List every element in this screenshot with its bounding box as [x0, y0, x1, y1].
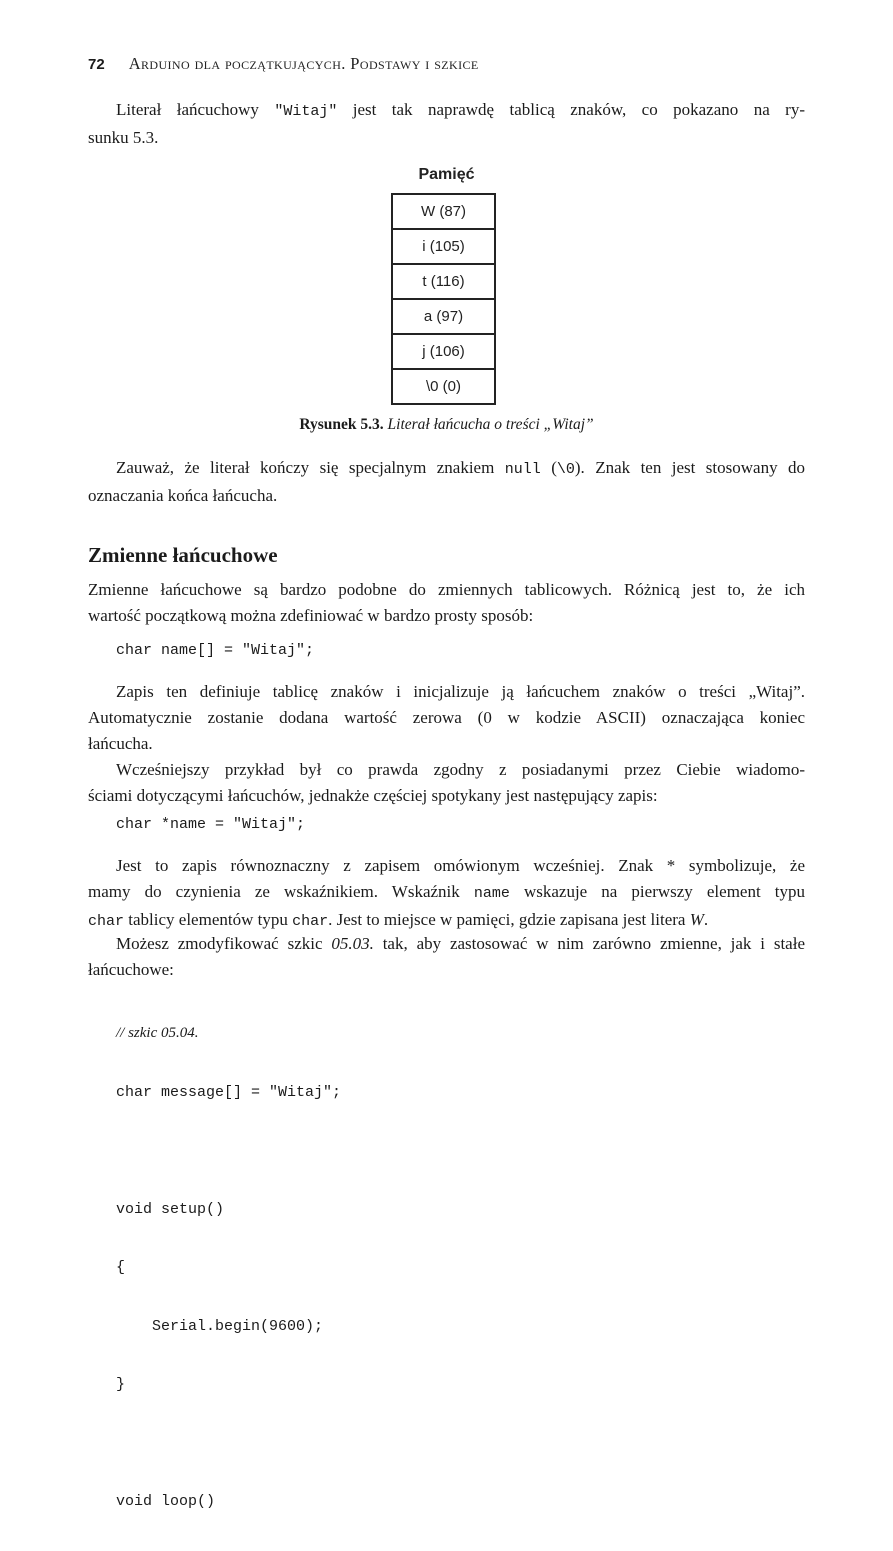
text-run: [116, 1142, 125, 1159]
text-run: {: [116, 1259, 126, 1276]
text-run: Zmienne łańcuchowe są bardzo podobne do zmiennych tablicowych. Różnicą jest to, że ich: [88, 580, 805, 599]
memory-cell: a (97): [393, 300, 494, 335]
text-run: void loop(): [116, 1493, 216, 1510]
text-run: jest tak naprawdę tablicą znaków, co pokazano na ry-: [337, 100, 805, 119]
text-line: [88, 679, 805, 705]
paragraph-array-init: [88, 679, 805, 757]
text-run: void setup(): [116, 1200, 225, 1218]
code-line: [116, 1258, 756, 1278]
text-run: \0: [556, 461, 575, 478]
text-line: [88, 483, 805, 509]
text-run: Zauważ, że literał kończy się specjalnym znakiem: [116, 458, 505, 477]
page-number: 72: [88, 56, 105, 73]
text-run: char message[] = "Witaj";: [116, 1083, 342, 1101]
code-line: [116, 1492, 756, 1512]
text-run: . Jest to miejsce w pamięci, gdzie zapisana jest litera: [328, 910, 690, 929]
text-line: [88, 757, 805, 783]
text-run: łańcuchowe:: [88, 960, 174, 979]
memory-cell: j (106): [393, 335, 494, 370]
intro-paragraph: [88, 97, 805, 151]
text-run: ). Znak ten jest stosowany do: [574, 458, 805, 477]
text-run: tak, aby zastosować w nim zarówno zmienne, jak i stałe: [373, 934, 805, 953]
text-run: wartość początkową można zdefiniować w bardzo prosty sposób:: [88, 606, 534, 625]
section-heading: Zmienne łańcuchowe: [88, 543, 278, 567]
caption-label: Rysunek 5.3.: [299, 416, 384, 433]
text-run: // szkic 05.04.: [116, 1025, 199, 1041]
code-line: [116, 1375, 756, 1395]
text-line: [88, 731, 805, 757]
text-run: Zapis ten definiuje tablicę znaków i inicjalizuje ją łańcuchem znaków o treści „Witaj”.: [116, 682, 805, 701]
text-run: null: [504, 461, 541, 478]
text-run: sunku 5.3.: [88, 128, 159, 147]
text-run: Automatycznie zostanie dodana wartość zerowa (0 w kodzie ASCII) oznaczająca koniec: [88, 708, 805, 727]
text-run: oznaczania końca łańcucha.: [88, 486, 278, 505]
inline-code-char-array: char name[] = "Witaj";: [116, 642, 315, 659]
text-run: Możesz zmodyfikować szkic: [116, 934, 332, 953]
text-line: [88, 931, 805, 957]
text-run: .: [703, 910, 709, 929]
text-line: [88, 879, 805, 907]
text-run: 05.03.: [331, 934, 374, 953]
text-run: tablicy elementów typu: [124, 910, 293, 929]
text-line: [88, 783, 805, 809]
running-title: Arduino dla początkujących. Podstawy i szkice: [128, 54, 479, 73]
memory-table: [391, 193, 496, 405]
paragraph-modify-sketch: [88, 931, 805, 983]
page-header: [88, 54, 805, 74]
text-run: char: [88, 913, 125, 930]
code-line: [116, 1200, 756, 1220]
text-run: Serial.begin(9600);: [116, 1317, 324, 1335]
memory-cell: t (116): [393, 265, 494, 300]
text-run: łańcucha.: [88, 734, 153, 753]
text-run: ściami dotyczącymi łańcuchów, jednakże częściej spotykany jest następujący zapis:: [88, 786, 658, 805]
text-line: [88, 577, 805, 603]
text-run: Literał łańcuchowy: [116, 100, 275, 119]
text-run: Jest to zapis równoznaczny z zapisem omówionym wcześniej. Znak * symbolizuje, że: [116, 856, 805, 875]
text-run: wskazuje na pierwszy element typu: [509, 882, 806, 901]
inline-code-char-pointer: char *name = "Witaj";: [116, 816, 306, 833]
text-run: W: [689, 910, 704, 929]
text-run: Wcześniejszy przykład był co prawda zgodny z posiadanymi przez Ciebie wiadomo-: [116, 760, 805, 779]
code-line: [116, 1024, 756, 1044]
text-run: mamy do czynienia ze wskaźnikiem. Wskaźnik: [88, 882, 474, 901]
caption-text: Literał łańcucha o treści „Witaj”: [383, 416, 594, 433]
text-run: char: [292, 913, 329, 930]
text-line: [88, 97, 805, 125]
text-line: [88, 705, 805, 731]
paragraph-null-terminator: [88, 455, 805, 509]
figure-caption: [88, 414, 805, 436]
code-line: [116, 1141, 756, 1161]
text-run: (: [540, 458, 557, 477]
text-run: "Witaj": [274, 103, 338, 120]
paragraph-common-notation: [88, 757, 805, 809]
text-run: name: [473, 885, 510, 902]
memory-cell: i (105): [393, 230, 494, 265]
code-line: [116, 1317, 756, 1337]
memory-cell: W (87): [393, 195, 494, 230]
code-line: [116, 1083, 756, 1103]
text-line: [88, 853, 805, 879]
text-run: }: [116, 1376, 126, 1393]
figure-title: Pamięć: [418, 166, 475, 183]
memory-cell: \0 (0): [425, 378, 461, 395]
paragraph-string-variables: [88, 577, 805, 629]
paragraph-pointer-explanation: [88, 853, 805, 935]
text-run: [116, 1435, 125, 1452]
text-line: [88, 125, 805, 151]
text-line: [88, 455, 805, 483]
text-line: [88, 603, 805, 629]
code-block-sketch-0504: [116, 985, 756, 1551]
text-line: [88, 957, 805, 983]
code-line: [116, 1434, 756, 1454]
